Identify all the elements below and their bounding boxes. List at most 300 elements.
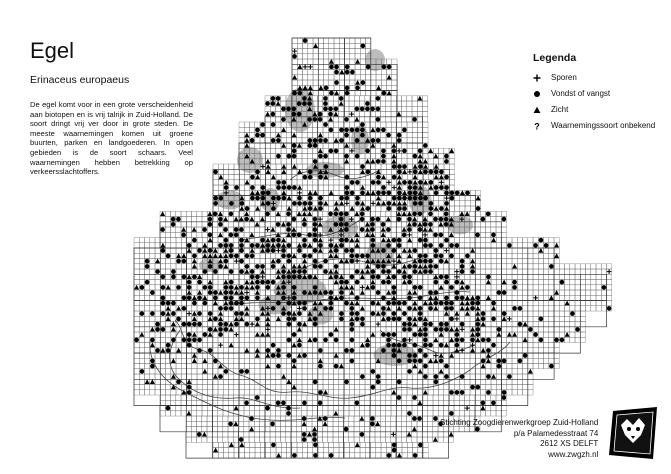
dot-marker bbox=[271, 248, 276, 253]
dot-marker bbox=[470, 306, 475, 311]
dot-marker bbox=[239, 296, 244, 301]
dot-marker bbox=[276, 96, 281, 101]
dot-marker bbox=[434, 185, 439, 190]
triangle-marker bbox=[318, 301, 323, 306]
dot-marker bbox=[297, 196, 302, 201]
dot-marker bbox=[281, 311, 286, 316]
triangle-marker bbox=[329, 59, 334, 64]
dot-marker bbox=[318, 117, 323, 122]
dot-marker bbox=[423, 259, 428, 264]
dot-marker bbox=[392, 175, 397, 180]
triangle-marker bbox=[412, 217, 417, 222]
dot-marker bbox=[224, 322, 229, 327]
triangle-marker bbox=[412, 364, 417, 369]
dot-marker bbox=[270, 422, 275, 427]
dot-marker bbox=[350, 311, 355, 316]
dot-marker bbox=[381, 128, 386, 133]
triangle-marker bbox=[318, 133, 323, 138]
triangle-marker bbox=[323, 421, 328, 426]
dot-marker bbox=[329, 65, 334, 70]
dot-marker bbox=[339, 280, 344, 285]
dot-marker bbox=[360, 374, 365, 379]
dot-marker bbox=[481, 311, 486, 316]
dot-marker bbox=[371, 238, 376, 243]
triangle-marker bbox=[187, 379, 192, 384]
dot-marker bbox=[444, 175, 449, 180]
triangle-marker bbox=[355, 301, 360, 306]
triangle-marker bbox=[434, 164, 439, 169]
dot-marker bbox=[297, 301, 302, 306]
triangle-marker bbox=[381, 232, 386, 237]
dot-marker bbox=[360, 227, 365, 232]
dot-marker bbox=[413, 332, 418, 337]
dot-marker bbox=[276, 154, 281, 159]
dot-marker bbox=[302, 306, 307, 311]
dot-marker bbox=[339, 196, 344, 201]
triangle-marker bbox=[292, 133, 297, 138]
dot-marker bbox=[371, 369, 376, 374]
triangle-marker bbox=[454, 327, 459, 332]
dot-marker bbox=[423, 254, 428, 259]
dot-marker bbox=[234, 311, 239, 316]
triangle-marker bbox=[281, 374, 286, 379]
triangle-marker bbox=[460, 306, 465, 311]
triangle-marker bbox=[334, 269, 339, 274]
dot-marker bbox=[323, 416, 328, 421]
plus-marker bbox=[391, 432, 396, 437]
dot-marker bbox=[402, 233, 407, 238]
dot-marker bbox=[334, 222, 339, 227]
dot-marker bbox=[407, 306, 412, 311]
triangle-marker bbox=[402, 190, 407, 195]
dot-marker bbox=[381, 348, 386, 353]
triangle-marker bbox=[502, 316, 507, 321]
triangle-marker bbox=[192, 358, 197, 363]
dot-marker bbox=[360, 212, 365, 217]
dot-marker bbox=[286, 212, 291, 217]
triangle-marker bbox=[423, 180, 428, 185]
triangle-marker bbox=[265, 159, 270, 164]
dot-marker bbox=[171, 301, 176, 306]
dot-marker bbox=[413, 453, 418, 458]
dot-marker bbox=[292, 453, 297, 458]
dot-marker bbox=[265, 406, 270, 411]
dot-marker bbox=[412, 222, 417, 227]
triangle-marker bbox=[370, 332, 375, 337]
dot-marker bbox=[402, 206, 407, 211]
triangle-marker bbox=[402, 280, 407, 285]
triangle-marker bbox=[449, 353, 454, 358]
dot-marker bbox=[260, 133, 265, 138]
dot-marker bbox=[381, 154, 386, 159]
triangle-marker bbox=[397, 201, 402, 206]
dot-marker bbox=[344, 248, 349, 253]
dot-marker bbox=[476, 327, 481, 332]
triangle-marker bbox=[318, 358, 323, 363]
dot-marker bbox=[234, 227, 239, 232]
triangle-marker bbox=[255, 206, 260, 211]
dot-marker bbox=[439, 327, 444, 332]
dot-marker bbox=[345, 65, 350, 70]
plus-marker bbox=[234, 332, 239, 337]
triangle-marker bbox=[150, 327, 155, 332]
dot-marker bbox=[224, 285, 229, 290]
triangle-marker bbox=[202, 243, 207, 248]
triangle-marker bbox=[187, 274, 192, 279]
triangle-marker bbox=[281, 243, 286, 248]
dot-marker bbox=[286, 411, 291, 416]
dot-marker bbox=[287, 301, 292, 306]
dot-marker bbox=[371, 269, 376, 274]
dot-marker bbox=[318, 401, 323, 406]
dot-marker bbox=[418, 306, 423, 311]
triangle-marker bbox=[428, 295, 433, 300]
triangle-marker bbox=[417, 222, 422, 227]
dot-marker bbox=[392, 301, 397, 306]
dot-marker bbox=[381, 149, 386, 154]
triangle-marker bbox=[370, 127, 375, 132]
dot-marker bbox=[460, 264, 465, 269]
triangle-marker bbox=[255, 290, 260, 295]
dot-marker bbox=[255, 296, 260, 301]
dot-marker bbox=[402, 343, 407, 348]
triangle-marker bbox=[208, 238, 213, 243]
dot-marker bbox=[292, 91, 297, 96]
dot-marker bbox=[408, 185, 413, 190]
triangle-marker bbox=[302, 206, 307, 211]
dot-marker bbox=[465, 191, 470, 196]
dot-marker bbox=[460, 322, 465, 327]
dot-marker bbox=[292, 359, 297, 364]
triangle-marker bbox=[250, 190, 255, 195]
dot-marker bbox=[392, 149, 397, 154]
dot-marker bbox=[318, 196, 323, 201]
dot-marker bbox=[202, 227, 207, 232]
dot-marker bbox=[497, 364, 502, 369]
dot-marker bbox=[213, 212, 218, 217]
triangle-marker bbox=[245, 180, 250, 185]
triangle-marker bbox=[171, 358, 176, 363]
dot-marker bbox=[329, 128, 334, 133]
triangle-marker bbox=[470, 327, 475, 332]
triangle-marker bbox=[481, 348, 486, 353]
dot-marker bbox=[386, 343, 391, 348]
dot-marker bbox=[397, 138, 402, 143]
dot-marker bbox=[329, 243, 334, 248]
triangle-marker bbox=[302, 421, 307, 426]
dot-marker bbox=[255, 264, 260, 269]
dot-marker bbox=[402, 149, 407, 154]
triangle-marker bbox=[213, 327, 218, 332]
dot-marker bbox=[334, 275, 339, 280]
triangle-marker bbox=[313, 274, 318, 279]
triangle-marker bbox=[218, 316, 223, 321]
dot-marker bbox=[418, 259, 423, 264]
dot-marker bbox=[334, 107, 339, 112]
dot-marker bbox=[497, 327, 502, 332]
dot-marker bbox=[502, 359, 507, 364]
triangle-marker bbox=[339, 101, 344, 106]
triangle-marker bbox=[418, 369, 423, 374]
dot-marker bbox=[392, 275, 397, 280]
triangle-marker bbox=[192, 259, 197, 264]
dot-marker bbox=[434, 191, 439, 196]
dot-marker bbox=[360, 432, 365, 437]
triangle-marker bbox=[291, 227, 296, 232]
triangle-marker bbox=[470, 348, 475, 353]
dot-marker bbox=[387, 453, 392, 458]
dot-marker bbox=[423, 170, 428, 175]
triangle-marker bbox=[317, 416, 322, 421]
dot-marker bbox=[350, 248, 355, 253]
triangle-marker bbox=[334, 327, 339, 332]
plus-marker bbox=[260, 275, 265, 280]
triangle-marker bbox=[412, 322, 417, 327]
triangle-marker bbox=[213, 253, 218, 258]
triangle-marker bbox=[360, 206, 365, 211]
triangle-marker bbox=[297, 337, 302, 342]
plus-icon bbox=[533, 74, 541, 82]
plus-marker bbox=[303, 65, 308, 70]
triangle-marker bbox=[434, 175, 439, 180]
dot-marker bbox=[324, 86, 329, 91]
dot-marker bbox=[376, 290, 381, 295]
dot-marker bbox=[203, 301, 208, 306]
dot-marker bbox=[145, 264, 150, 269]
dot-marker bbox=[402, 128, 407, 133]
dot-marker bbox=[444, 327, 449, 332]
dot-marker bbox=[413, 353, 418, 358]
dot-marker bbox=[318, 206, 323, 211]
dot-marker bbox=[476, 322, 481, 327]
triangle-marker bbox=[302, 211, 307, 216]
dot-marker bbox=[365, 254, 370, 259]
dot-marker bbox=[318, 112, 323, 117]
dot-marker bbox=[303, 201, 308, 206]
dot-marker bbox=[345, 191, 350, 196]
triangle-marker bbox=[292, 385, 297, 390]
dot-marker bbox=[250, 185, 255, 190]
dot-marker bbox=[308, 138, 313, 143]
dot-marker bbox=[192, 238, 197, 243]
dot-marker bbox=[350, 70, 355, 75]
dot-marker bbox=[313, 290, 318, 295]
triangle-marker bbox=[439, 369, 444, 374]
triangle-marker bbox=[339, 364, 344, 369]
triangle-marker bbox=[265, 238, 270, 243]
dot-marker bbox=[197, 338, 202, 343]
triangle-marker bbox=[376, 201, 381, 206]
dot-marker bbox=[245, 206, 250, 211]
dot-marker bbox=[145, 259, 150, 264]
dot-marker bbox=[313, 227, 318, 232]
dot-marker bbox=[302, 243, 307, 248]
plus-marker bbox=[397, 149, 402, 154]
dot-marker bbox=[228, 422, 233, 427]
triangle-marker bbox=[265, 316, 270, 321]
dot-marker bbox=[439, 301, 444, 306]
plus-marker bbox=[434, 353, 439, 358]
triangle-marker bbox=[250, 248, 255, 253]
dot-marker bbox=[187, 322, 192, 327]
dot-marker bbox=[224, 238, 229, 243]
triangle-marker bbox=[307, 243, 312, 248]
triangle-marker bbox=[176, 253, 181, 258]
dot-marker bbox=[413, 269, 418, 274]
triangle-marker bbox=[413, 164, 418, 169]
triangle-marker bbox=[328, 248, 333, 253]
dot-marker bbox=[344, 280, 349, 285]
dot-marker bbox=[224, 290, 229, 295]
dot-marker bbox=[166, 348, 171, 353]
dot-marker bbox=[381, 296, 386, 301]
dot-marker bbox=[512, 306, 517, 311]
dot-marker bbox=[218, 217, 223, 222]
triangle-marker bbox=[276, 453, 281, 458]
triangle-marker bbox=[229, 327, 234, 332]
dot-marker bbox=[607, 306, 612, 311]
dot-marker bbox=[281, 401, 286, 406]
organization-website[interactable]: www.zwgzh.nl bbox=[548, 449, 599, 459]
triangle-marker bbox=[302, 217, 307, 222]
triangle-marker bbox=[271, 259, 276, 264]
dot-marker bbox=[350, 338, 355, 343]
dot-marker bbox=[208, 327, 213, 332]
triangle-marker bbox=[423, 227, 428, 232]
species-subtitle: Erinaceus europaeus bbox=[30, 74, 130, 86]
dot-marker bbox=[239, 285, 244, 290]
dot-marker bbox=[434, 170, 439, 175]
dot-marker bbox=[444, 301, 449, 306]
triangle-marker bbox=[360, 343, 365, 348]
dot-marker bbox=[413, 248, 418, 253]
triangle-marker bbox=[297, 327, 302, 332]
dot-marker bbox=[360, 322, 365, 327]
dot-marker bbox=[418, 149, 423, 154]
dot-marker bbox=[334, 65, 339, 70]
dot-marker bbox=[491, 317, 496, 322]
triangle-marker bbox=[302, 322, 307, 327]
triangle-marker bbox=[192, 353, 197, 358]
dot-marker bbox=[260, 264, 265, 269]
triangle-marker bbox=[470, 295, 475, 300]
triangle-marker bbox=[260, 243, 265, 248]
dot-marker bbox=[428, 259, 433, 264]
triangle-marker bbox=[397, 185, 402, 190]
dot-marker bbox=[444, 364, 449, 369]
dot-marker bbox=[470, 301, 475, 306]
dot-marker bbox=[229, 301, 234, 306]
dot-marker bbox=[224, 185, 229, 190]
dot-marker bbox=[371, 385, 376, 390]
dot-marker bbox=[434, 264, 439, 269]
plus-marker bbox=[392, 185, 397, 190]
triangle-marker bbox=[334, 201, 339, 206]
dot-marker bbox=[229, 296, 234, 301]
dot-marker bbox=[355, 317, 360, 322]
dot-marker bbox=[439, 275, 444, 280]
dot-marker bbox=[313, 453, 318, 458]
dot-marker bbox=[412, 212, 417, 217]
dot-marker bbox=[397, 164, 402, 169]
dot-marker bbox=[450, 191, 455, 196]
dot-marker bbox=[328, 112, 333, 117]
dot-marker bbox=[239, 311, 244, 316]
triangle-marker bbox=[433, 337, 438, 342]
triangle-marker bbox=[244, 143, 249, 148]
dot-marker bbox=[192, 275, 197, 280]
triangle-marker bbox=[302, 264, 307, 269]
dot-marker bbox=[171, 269, 176, 274]
dot-marker bbox=[523, 353, 528, 358]
triangle-marker bbox=[376, 85, 381, 90]
dot-marker bbox=[423, 143, 428, 148]
dot-marker bbox=[345, 196, 350, 201]
triangle-marker bbox=[365, 269, 370, 274]
dot-marker bbox=[292, 107, 297, 112]
dot-marker bbox=[371, 243, 376, 248]
dot-marker bbox=[392, 196, 397, 201]
dot-marker bbox=[486, 348, 491, 353]
dot-marker bbox=[386, 338, 391, 343]
triangle-marker bbox=[266, 169, 271, 174]
dot-marker bbox=[444, 159, 449, 164]
triangle-marker bbox=[475, 311, 480, 316]
triangle-marker bbox=[323, 201, 328, 206]
legend-label: Waarnemingssoort onbekend bbox=[551, 121, 656, 130]
dot-marker bbox=[444, 296, 449, 301]
triangle-marker bbox=[423, 316, 428, 321]
dot-marker bbox=[281, 296, 286, 301]
dot-marker bbox=[381, 269, 386, 274]
dot-marker bbox=[344, 128, 349, 133]
dot-marker bbox=[376, 175, 381, 180]
dot-marker bbox=[234, 254, 239, 259]
dot-marker bbox=[428, 243, 433, 248]
dot-marker bbox=[323, 138, 328, 143]
dot-marker bbox=[287, 322, 292, 327]
dot-marker bbox=[224, 327, 229, 332]
triangle-marker bbox=[333, 411, 338, 416]
dot-marker bbox=[413, 201, 418, 206]
dot-marker bbox=[140, 285, 145, 290]
triangle-marker bbox=[166, 285, 171, 290]
dot-marker bbox=[276, 353, 281, 358]
dot-marker bbox=[271, 101, 276, 106]
dot-marker bbox=[302, 96, 307, 101]
dot-marker bbox=[255, 395, 260, 400]
dot-marker bbox=[239, 269, 244, 274]
triangle-marker bbox=[407, 290, 412, 295]
dot-marker bbox=[192, 301, 197, 306]
dot-marker bbox=[470, 338, 475, 343]
dot-marker bbox=[355, 269, 360, 274]
triangle-marker bbox=[292, 364, 297, 369]
triangle-marker bbox=[318, 85, 323, 90]
dot-marker bbox=[423, 374, 428, 379]
dot-marker bbox=[312, 432, 317, 437]
dot-marker bbox=[292, 185, 297, 190]
dot-marker bbox=[313, 317, 318, 322]
dot-marker bbox=[428, 343, 433, 348]
triangle-marker bbox=[365, 285, 370, 290]
triangle-marker bbox=[297, 264, 302, 269]
triangle-marker bbox=[176, 348, 181, 353]
triangle-marker bbox=[339, 201, 344, 206]
dot-marker bbox=[460, 259, 465, 264]
dot-marker bbox=[281, 269, 286, 274]
dot-marker bbox=[224, 243, 229, 248]
